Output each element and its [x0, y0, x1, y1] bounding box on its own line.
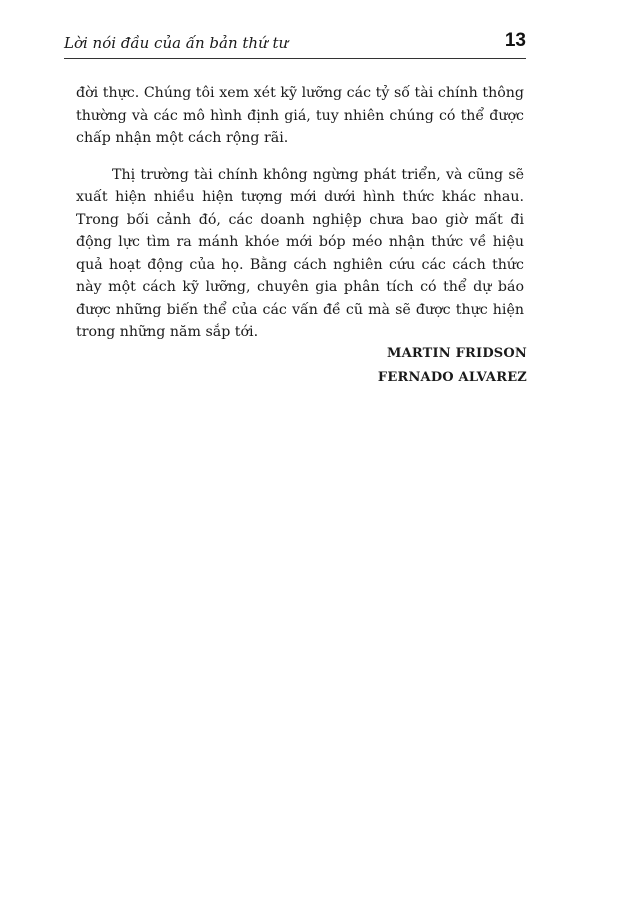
author-name-2: FERNADO ALVAREZ	[377, 370, 527, 385]
page-number: 13	[504, 30, 526, 51]
author-name-1: MARTIN FRIDSON	[387, 346, 527, 361]
running-header	[64, 32, 526, 59]
paragraph-2: Thị trường tài chính không ngừng phát triển, và cũng sẽ xuất hiện nhiều hiện tượng mới dưới hình thức khác nhau. Trong bối cảnh đó, các doanh nghiệp chưa bao giờ mất đi động lực tìm ra mánh khóe mới bóp méo nhận thức về hiệu quả hoạt động của họ. Bằng cách nghiên cứu các cách thức này một cách kỹ lưỡng, chuyên gia phân tích có thể dự báo được những biến thể của các vấn đề cũ mà sẽ được thực hiện trong những năm sắp tới.	[76, 166, 524, 340]
chapter-title: Lời nói đầu của ấn bản thứ tư	[64, 34, 289, 52]
paragraph-1: đời thực. Chúng tôi xem xét kỹ lưỡng các tỷ số tài chính thông thường và các mô hình định giá, tuy nhiên chúng có thể được chấp nhận một cách rộng rãi.	[76, 85, 524, 146]
author-signature	[378, 342, 527, 390]
body-text	[76, 82, 524, 344]
